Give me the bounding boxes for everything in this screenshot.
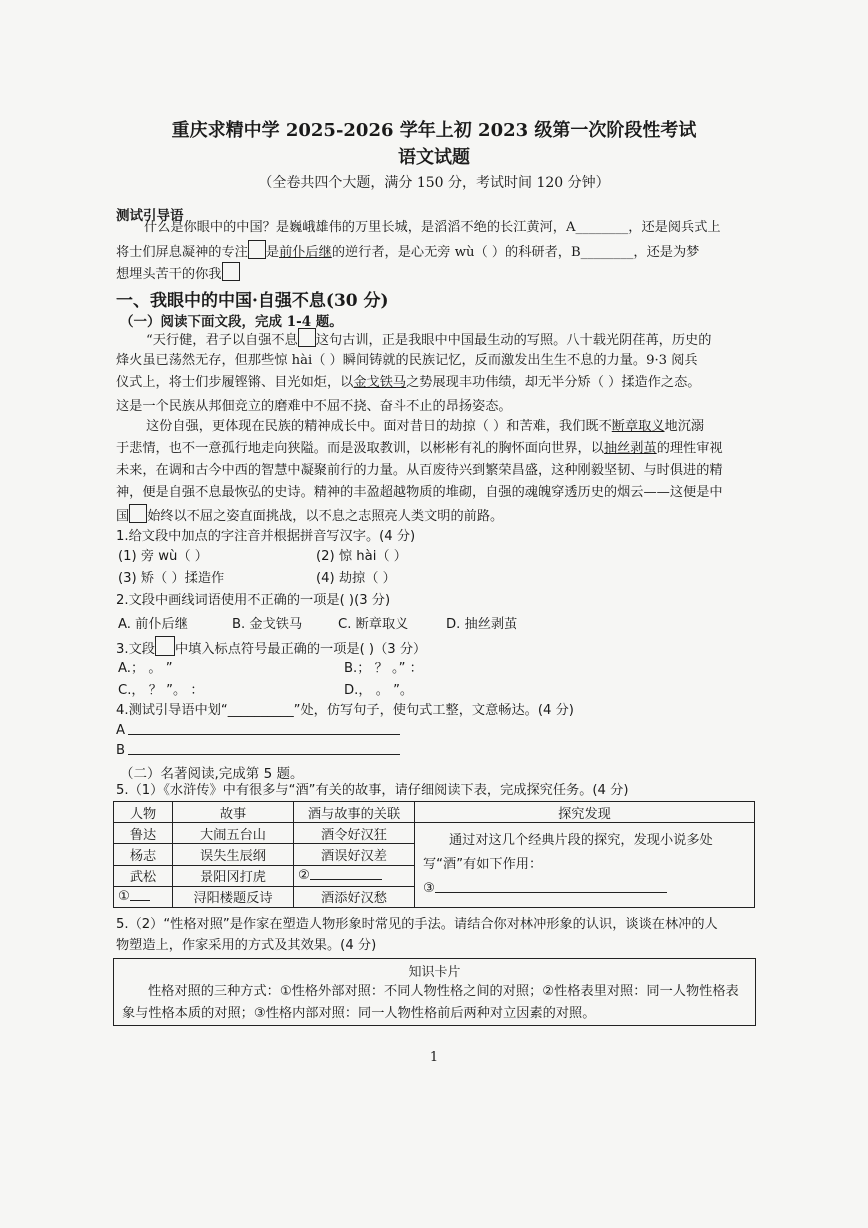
table-header: 探究发现	[415, 802, 755, 823]
para-text-6a: 于悲情，也不一意孤行地走向狭隘。而是汲取教训，以彬彬有礼的胸怀面向世界，以	[116, 441, 604, 456]
part-2-heading: （二）名著阅读,完成第 5 题。	[120, 766, 304, 782]
q1-item-2: (2) 惊 hài（ ）	[316, 549, 407, 564]
table-cell: 酒添好汉愁	[294, 886, 415, 907]
table-header: 酒与故事的关联	[294, 802, 415, 823]
q1-item-3: (3) 矫（ ）揉造作	[118, 571, 225, 586]
para-line-2: 烽火虽已荡然无存，但那些惊 hài（ ）瞬间铸就的民族记忆，反而激发出生生不息的力量。9·3 阅兵	[116, 353, 698, 368]
para-line-4: 这是一个民族从邦佃竞立的磨难中不屈不挠、奋斗不止的昂扬姿态。	[116, 399, 512, 414]
answer-marker-2: ②	[298, 868, 310, 884]
table-header: 人物	[114, 802, 173, 823]
question-5-1: 5.（1）《水浒传》中有很多与“酒”有关的故事，请仔细阅读下表，完成探究任务。(4 分)	[116, 783, 629, 798]
punct-box-2[interactable]	[222, 262, 240, 281]
table-cell: 酒令好汉狂	[294, 823, 415, 844]
answer-marker-1: ①	[118, 889, 130, 905]
table-cell: 武松	[114, 865, 173, 886]
exam-subtitle: 语文试题	[398, 147, 470, 168]
table-cell: 鲁达	[114, 823, 173, 844]
para-text-3c: 之势展现丰功伟绩，却无半分矫（ ）揉造作之态。	[406, 375, 701, 390]
knowledge-card-body: 性格对照的三种方式：①性格外部对照：不同人物性格之间的对照；②性格表里对照：同一人物性格表象与性格本质的对照；③性格内部对照：同一人物性格前后两种对立因素的对照。	[122, 984, 739, 1021]
para-text-6c: 的理性审视	[656, 441, 723, 456]
intro-line-3-text: 想埋头苦干的你我	[116, 267, 222, 282]
answer-blank-2[interactable]	[310, 879, 382, 880]
q3-text-b: 中填入标点符号最正确的一项是( )（3 分）	[174, 642, 427, 657]
para-text-5b: 断章取义	[611, 419, 665, 434]
punct-box-1[interactable]	[248, 240, 266, 259]
q2-option-d[interactable]: D. 抽丝剥茧	[446, 617, 518, 632]
para-text-6b: 抽丝剥茧	[603, 441, 657, 456]
intro-line-2d: 的逆行者，是心无旁 wù（ ）的科研者，B________，还是为梦	[331, 245, 700, 260]
intro-heading: 测试引导语	[116, 208, 184, 224]
para-text-9b: 始终以不屈之姿直面挑战，以不息之志照亮人类文明的前路。	[147, 509, 504, 524]
q3-option-c[interactable]: C.， ？ ”。 ：	[118, 683, 204, 698]
table-header: 故事	[173, 802, 294, 823]
table-cell: 杨志	[114, 844, 173, 865]
para-line-1	[146, 328, 711, 352]
para-line-5	[146, 416, 704, 438]
answer-blank-1[interactable]	[130, 900, 150, 901]
table-cell-answer-2[interactable]	[294, 865, 415, 886]
table-cell: 大闹五台山	[173, 823, 294, 844]
intro-line-2a: 将士们屏息凝神的专注	[116, 245, 248, 260]
table-cell: 景阳冈打虎	[173, 865, 294, 886]
part-1-heading: （一）阅读下面文段，完成 1-4 题。	[120, 314, 343, 330]
q2-option-c[interactable]: C. 断章取义	[338, 617, 409, 632]
para-text-5c: 地沉溺	[664, 419, 705, 434]
table-header-row	[114, 802, 755, 823]
punct-box-4[interactable]	[129, 504, 147, 523]
finding-line-2: 写“酒”有如下作用：	[423, 857, 543, 872]
question-4: 4.测试引导语中划“__________”处，仿写句子，使句式工整，文意畅达。(4 分)	[116, 703, 574, 718]
q3-option-a[interactable]: A.； 。 ”	[118, 661, 173, 676]
q1-item-4: (4) 劫掠（ ）	[316, 571, 396, 586]
q3-option-b[interactable]: B.； ？ 。” ：	[344, 661, 423, 676]
punct-box-3[interactable]	[298, 328, 316, 347]
knowledge-card-title: 知识卡片	[408, 965, 461, 980]
findings-cell[interactable]	[415, 823, 755, 908]
intro-line-2b: 是	[265, 245, 280, 260]
question-5-2-line-1: 5.（2）“性格对照”是作家在塑造人物形象时常见的手法。请结合你对林冲形象的认识，谈谈在林冲的人	[116, 917, 718, 932]
q3-text-a: 3.文段	[116, 642, 155, 657]
para-text-1a: “天行健，君子以自强不息	[146, 333, 298, 348]
question-5-2-line-2: 物塑造上，作家采用的方式及其效果。(4 分)	[116, 938, 377, 953]
para-text-9a: 国	[116, 509, 130, 524]
para-text-1b: 这句古训，正是我眼中中国最生动的写照。八十载光阴荏苒，历史的	[315, 333, 712, 348]
finding-line-1: 通过对这几个经典片段的探究，发现小说多处	[449, 833, 713, 848]
q2-option-b[interactable]: B. 金戈铁马	[232, 617, 303, 632]
section-1-heading: 一、我眼中的中国·自强不息(30 分)	[116, 291, 389, 311]
para-line-3	[116, 372, 700, 394]
finding-marker-3: ③	[423, 881, 435, 896]
q3-option-d[interactable]: D.， 。 ”。	[344, 683, 414, 698]
exam-info: （全卷共四个大题，满分 150 分，考试时间 120 分钟）	[258, 175, 610, 191]
intro-line-2	[116, 240, 699, 264]
punct-box-ref	[155, 636, 175, 656]
para-line-6	[116, 438, 723, 460]
question-2: 2.文段中画线词语使用不正确的一项是( )(3 分)	[116, 593, 391, 608]
para-line-8: 神，便是自强不息最恢弘的史诗。精神的丰盈超越物质的堆砌，自强的魂魄穿透历史的烟云——这便是中	[116, 485, 723, 500]
intro-line-1: 什么是你眼中的中国？是巍峨雄伟的万里长城，是滔滔不绝的长江黄河，A________，还是阅兵式上	[144, 220, 721, 235]
intro-line-2c: 前仆后继	[279, 245, 332, 260]
intro-line-3	[116, 262, 240, 286]
q4-label-a: A	[116, 723, 126, 738]
finding-line-3	[423, 877, 746, 901]
para-line-7: 未来，在调和古今中西的智慧中凝聚前行的力量。从百废待兴到繁荣昌盛，这种刚毅坚韧、与时俱进的精	[116, 463, 723, 478]
table-cell: 酒误好汉差	[294, 844, 415, 865]
para-text-3b: 金戈铁马	[353, 375, 407, 390]
exam-title: 重庆求精中学 2025-2026 学年上初 2023 级第一次阶段性考试	[171, 120, 697, 141]
table-cell-answer-1[interactable]	[114, 886, 173, 907]
q4-answer-line-a[interactable]	[128, 734, 400, 735]
q4-answer-line-b[interactable]	[128, 754, 400, 755]
water-margin-table	[113, 801, 755, 908]
knowledge-card	[113, 958, 756, 1026]
q4-label-b: B	[116, 743, 126, 758]
table-cell: 误失生辰纲	[173, 844, 294, 865]
finding-answer-blank[interactable]	[435, 892, 667, 893]
q1-item-1: (1) 旁 wù（ ）	[118, 549, 208, 564]
para-line-9	[116, 504, 503, 528]
para-text-5a: 这份自强，更体现在民族的精神成长中。面对昔日的劫掠（ ）和苦难，我们既不	[146, 419, 612, 434]
page-number: 1	[429, 1050, 439, 1065]
table-cell: 浔阳楼题反诗	[173, 886, 294, 907]
para-text-3a: 仪式上，将士们步履铿锵、目光如炬，以	[116, 375, 354, 390]
question-1: 1.给文段中加点的字注音并根据拼音写汉字。(4 分)	[116, 529, 416, 544]
table-row	[114, 823, 755, 844]
q2-option-a[interactable]: A. 前仆后继	[118, 617, 188, 632]
